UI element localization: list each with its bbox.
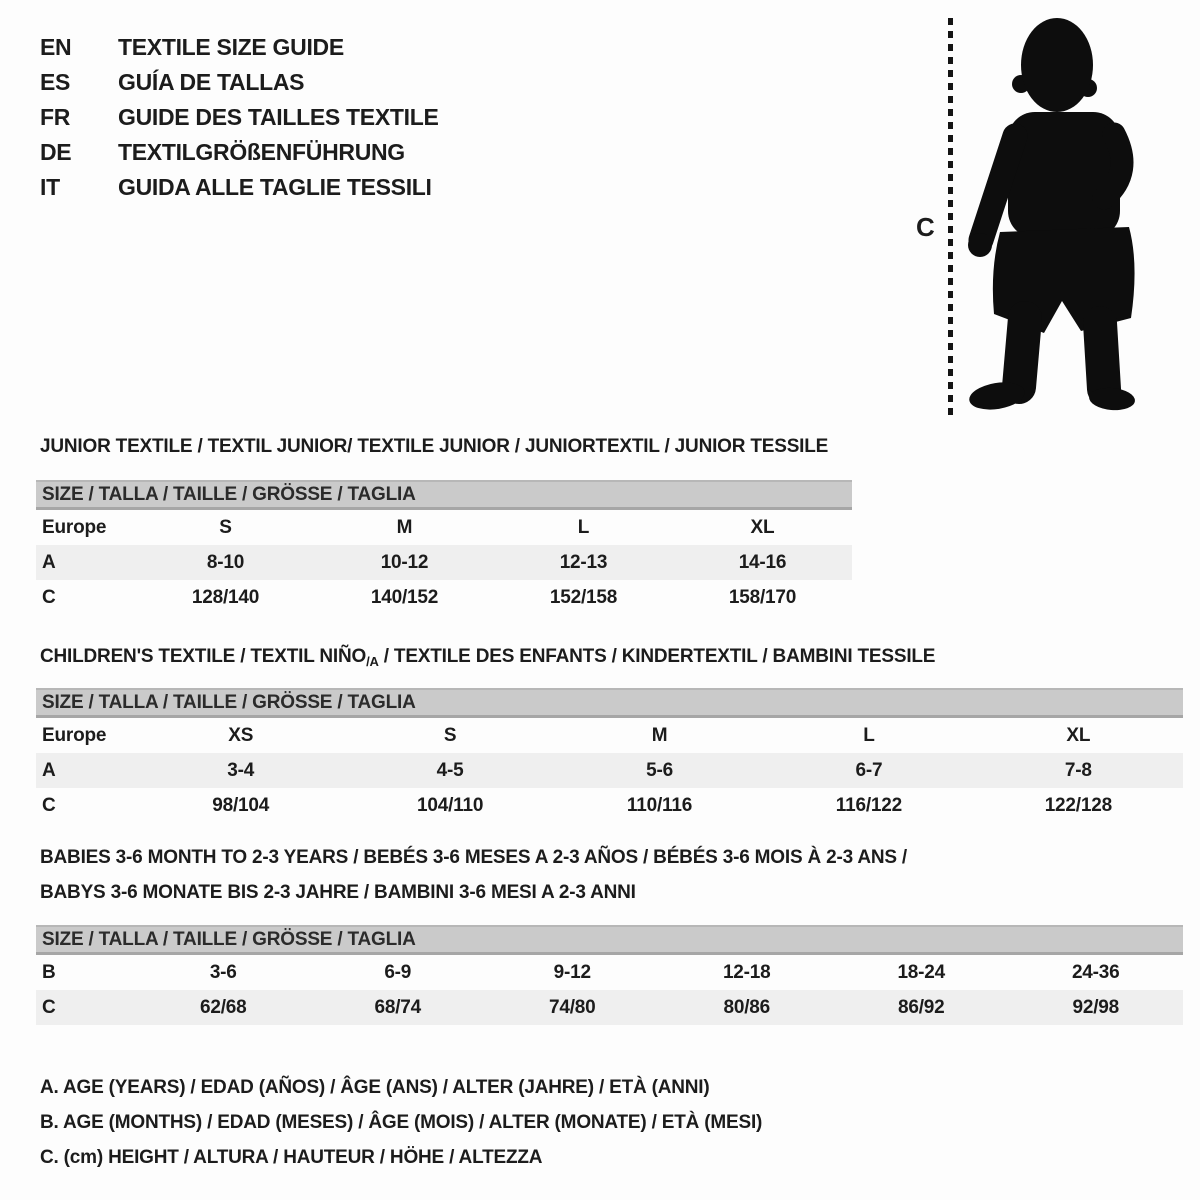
- size-cell: 6-9: [384, 961, 412, 983]
- lang-label: GUIDE DES TAILLES TEXTILE: [118, 104, 439, 130]
- lang-label: TEXTILGRÖßENFÜHRUNG: [118, 139, 405, 165]
- children-title-rest: / TEXTILE DES ENFANTS / KINDERTEXTIL / BAMBINI TESSILE: [378, 646, 936, 667]
- size-cell: 152/158: [549, 586, 618, 608]
- size-cell: M: [651, 724, 668, 746]
- size-cell: 10-12: [380, 551, 429, 573]
- size-cell: 5-6: [646, 759, 673, 781]
- size-cell: M: [396, 516, 413, 538]
- height-measure-label: C: [916, 212, 935, 242]
- language-guide-block: [40, 30, 439, 205]
- lang-label: TEXTILE SIZE GUIDE: [118, 34, 344, 60]
- lang-code: EN: [40, 34, 72, 60]
- children-title-main: CHILDREN'S TEXTILE / TEXTIL NIÑO: [40, 646, 367, 667]
- junior-table-body: [36, 510, 852, 615]
- size-header-label: SIZE / TALLA / TAILLE / GRÖSSE / TAGLIA: [42, 691, 416, 713]
- footnote-age-years: A. AGE (YEARS) / EDAD (AÑOS) / ÂGE (ANS) / ALTER (JAHRE) / ETÀ (ANNI): [40, 1076, 710, 1098]
- size-header-bar: [36, 688, 1183, 718]
- height-measure-dashed-line: [948, 18, 953, 416]
- babies-title-line1: BABIES 3-6 MONTH TO 2-3 YEARS / BEBÉS 3-6 MESES A 2-3 AÑOS / BÉBÉS 3-6 MOIS À 2-3 ANS /: [40, 847, 908, 868]
- table-row: [36, 510, 852, 545]
- size-header-bar: [36, 480, 852, 510]
- size-cell: XL: [1066, 724, 1091, 746]
- size-cell: XL: [750, 516, 775, 538]
- size-cell: S: [443, 724, 457, 746]
- lang-code: IT: [40, 174, 60, 200]
- lang-row-en: [40, 30, 439, 65]
- size-cell: 12-13: [559, 551, 608, 573]
- size-cell: 158/170: [728, 586, 797, 608]
- babies-title-line2: BABYS 3-6 MONATE BIS 2-3 JAHRE / BAMBINI 3-6 MESI A 2-3 ANNI: [40, 882, 636, 903]
- size-cell: 128/140: [191, 586, 260, 608]
- size-cell: S: [219, 516, 232, 538]
- table-row: [36, 580, 852, 615]
- size-cell: L: [863, 724, 875, 746]
- table-row: [36, 718, 1183, 753]
- row-label: A: [42, 759, 56, 781]
- table-row: [36, 545, 852, 580]
- size-header-label: SIZE / TALLA / TAILLE / GRÖSSE / TAGLIA: [42, 483, 416, 505]
- toddler-silhouette: [963, 14, 1148, 419]
- size-cell: 68/74: [374, 996, 422, 1018]
- size-cell: L: [577, 516, 590, 538]
- size-cell: 24-36: [1071, 961, 1120, 983]
- size-cell: 116/122: [835, 794, 903, 816]
- lang-row-fr: [40, 100, 439, 135]
- babies-size-table: [36, 925, 1183, 1025]
- lang-row-de: [40, 135, 439, 170]
- row-label: B: [42, 961, 56, 983]
- size-cell: 6-7: [855, 759, 883, 781]
- size-cell: 62/68: [199, 996, 247, 1018]
- size-cell: 92/98: [1072, 996, 1120, 1018]
- row-label: Europe: [42, 516, 107, 538]
- row-label: Europe: [42, 724, 107, 746]
- footnotes-block: [40, 1070, 762, 1175]
- size-cell: 9-12: [553, 961, 591, 983]
- size-cell: 86/92: [897, 996, 945, 1018]
- footnote-age-months: B. AGE (MONTHS) / EDAD (MESES) / ÂGE (MOIS) / ALTER (MONATE) / ETÀ (MESI): [40, 1111, 763, 1133]
- size-cell: 122/128: [1044, 794, 1112, 816]
- size-header-label: SIZE / TALLA / TAILLE / GRÖSSE / TAGLIA: [42, 928, 416, 950]
- size-cell: 18-24: [897, 961, 946, 983]
- size-cell: 74/80: [548, 996, 596, 1018]
- footnote-height-cm: C. (cm) HEIGHT / ALTURA / HAUTEUR / HÖHE / ALTEZZA: [40, 1146, 543, 1168]
- size-cell: 3-6: [209, 961, 237, 983]
- babies-table-body: [36, 955, 1183, 1025]
- size-cell: 7-8: [1064, 759, 1092, 781]
- row-label: C: [42, 794, 56, 816]
- row-label: C: [42, 996, 56, 1018]
- junior-size-table: [36, 480, 852, 615]
- children-table-body: [36, 718, 1183, 823]
- size-cell: 110/116: [626, 794, 693, 816]
- lang-label: GUÍA DE TALLAS: [118, 69, 305, 95]
- size-cell: XS: [228, 724, 254, 746]
- table-row: [36, 955, 1183, 990]
- table-row: [36, 788, 1183, 823]
- row-label: C: [42, 586, 56, 608]
- size-cell: 8-10: [206, 551, 245, 573]
- junior-section-title: JUNIOR TEXTILE / TEXTIL JUNIOR/ TEXTILE JUNIOR / JUNIORTEXTIL / JUNIOR TESSILE: [40, 436, 829, 457]
- size-cell: 140/152: [370, 586, 439, 608]
- size-cell: 4-5: [436, 759, 464, 781]
- size-cell: 12-18: [722, 961, 771, 983]
- size-cell: 80/86: [723, 996, 771, 1018]
- babies-section-title: [40, 840, 907, 910]
- size-cell: 98/104: [212, 794, 270, 816]
- size-header-bar: [36, 925, 1183, 955]
- table-row: [36, 990, 1183, 1025]
- size-cell: 14-16: [738, 551, 787, 573]
- children-title-subscript: /A: [366, 654, 379, 669]
- lang-code: FR: [40, 104, 71, 130]
- lang-code: DE: [40, 139, 72, 165]
- lang-label: GUIDA ALLE TAGLIE TESSILI: [118, 174, 432, 200]
- lang-row-es: [40, 65, 439, 100]
- children-section-title: [40, 646, 935, 673]
- lang-code: ES: [40, 69, 71, 95]
- row-label: A: [42, 551, 56, 573]
- lang-row-it: [40, 170, 439, 205]
- size-cell: 3-4: [227, 759, 255, 781]
- size-cell: 104/110: [416, 794, 484, 816]
- children-size-table: [36, 688, 1183, 823]
- table-row: [36, 753, 1183, 788]
